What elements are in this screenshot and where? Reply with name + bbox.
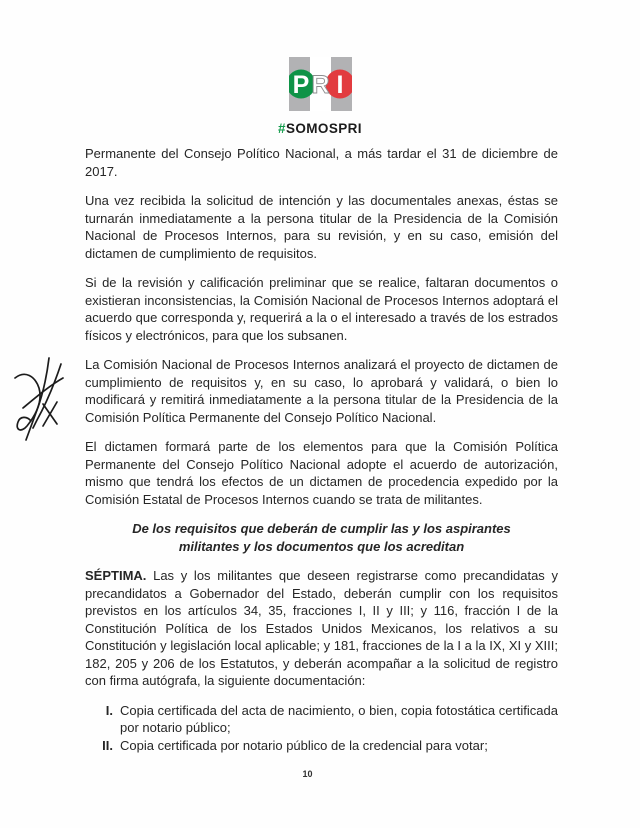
paragraph-revision-preliminar: Si de la revisión y calificación preliminar que se realice, faltaran documentos o existieran inconsistencias, la Comisión Nacional de Procesos Internos adoptará el acuerdo que corresponda y, requerirá a la o el interesado a través de los estrados físicos y electrónicos, para que los subsanen. bbox=[85, 275, 558, 343]
list-item-marker: II. bbox=[102, 737, 113, 753]
list-item-text: Copia certificada del acta de nacimiento, o bien, copia fotostática certificada por notario público; bbox=[120, 702, 558, 735]
paragraph-solicitud-recibida: Una vez recibida la solicitud de intención y las documentales anexas, éstas se turnarán inmediatamente a la persona titular de la Presidencia de la Comisión Nacional de Procesos Internos, para su revisión, y en su caso, emisión del dictamen de cumplimiento de requisitos. bbox=[85, 193, 558, 261]
handwritten-signature-scribble bbox=[5, 352, 69, 452]
hashtag-somospri bbox=[0, 121, 640, 136]
septima-clause-text: Las y los militantes que deseen registrarse como precandidatas y precandidatos a Gobernador del Estado, deberán cumplir con los requisitos previstos en los artículos 34, 35, fracciones I, II y III; y 116, fracción I de la Constitución Política de los Estados Unidos Mexicanos, los relativos a su Constitución y legislación local aplicable; y 181, fracciones de la I a la IX, XI y XIII; 182, 205 y 206 de los Estatutos, y deberán acompañar a la solicitud de registro con firma autógrafa, la siguiente documentación: bbox=[85, 568, 558, 688]
paragraph-acuerdo-autorizacion: El dictamen formará parte de los elementos para que la Comisión Política Permanente del Consejo Político Nacional adopte el acuerdo de autorización, mismo que tendrá los efectos de un dictamen de procedencia expedido por la Comisión Estatal de Procesos Internos cuando se trata de militantes. bbox=[85, 439, 558, 507]
logo-letter-p: P bbox=[292, 71, 309, 99]
pri-logo-block bbox=[0, 57, 640, 136]
list-item-text: Copia certificada por notario público de la credencial para votar; bbox=[120, 737, 488, 753]
page-number: 10 bbox=[302, 769, 313, 779]
list-item bbox=[91, 737, 558, 755]
pri-logo-icon bbox=[289, 57, 352, 111]
septima-clause-label: SÉPTIMA. bbox=[85, 568, 147, 583]
section-heading: De los requisitos que deberán de cumplir las y los aspirantes militantes y los documentos que los acreditan bbox=[132, 521, 511, 554]
hashtag-label: SOMOSPRI bbox=[285, 121, 362, 136]
list-item bbox=[91, 702, 558, 737]
list-item-marker: I. bbox=[105, 702, 113, 718]
requirements-list bbox=[85, 702, 558, 755]
logo-letter-r: R bbox=[310, 71, 330, 99]
document-body bbox=[85, 145, 558, 754]
paragraph-analisis-dictamen: La Comisión Nacional de Procesos Internos analizará el proyecto de dictamen de cumplimiento de requisitos y, en su caso, lo aprobará y validará, o bien lo modificará y remitirá inmediatamente a la persona titular de la Presidencia de la Comisión Política Permanente del Consejo Político Nacional. bbox=[85, 357, 558, 425]
paragraph-deadline: Permanente del Consejo Político Nacional, a más tardar el 31 de diciembre de 2017. bbox=[85, 146, 558, 179]
hashtag-prefix: # bbox=[278, 121, 286, 136]
paragraph-septima bbox=[85, 567, 558, 690]
logo-letter-i: I bbox=[336, 71, 343, 99]
